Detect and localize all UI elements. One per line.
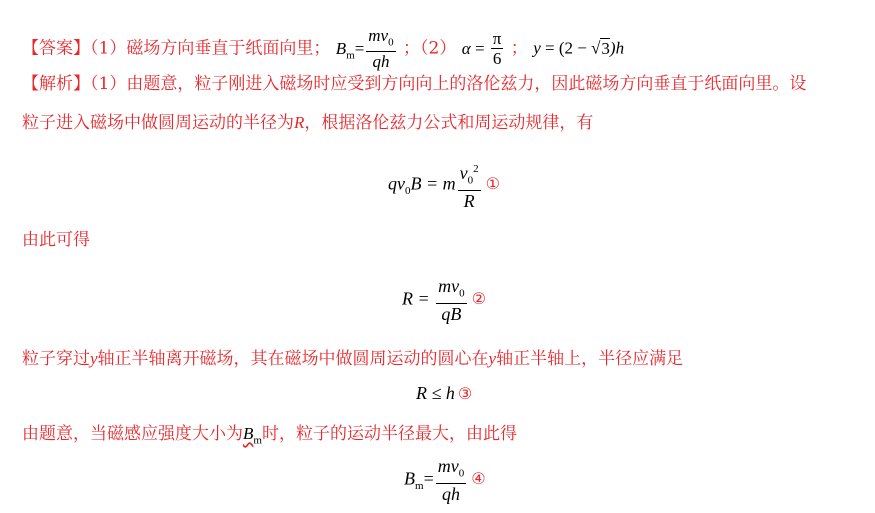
line5-Bsub: m — [253, 434, 262, 447]
y-expr-c: )h — [609, 38, 625, 58]
eq3-text: R ≤ h — [416, 383, 455, 403]
equation-4 — [404, 457, 486, 504]
line4-a: 粒子穿过 — [22, 349, 90, 369]
eq1-num-sub: 0 — [467, 174, 474, 187]
equation-1 — [388, 160, 500, 211]
eq1-num-sup: 2 — [473, 163, 479, 175]
line2-R: R — [294, 113, 305, 132]
line3-text: 由此可得 — [22, 230, 90, 250]
answer-part1-label: （1） — [90, 38, 127, 59]
y-var: y — [533, 38, 541, 58]
answer-line — [22, 27, 624, 72]
y-expr-b: = (2 − — [540, 38, 592, 58]
line4-y2: y — [488, 349, 497, 368]
line4-b: 轴正半轴离开磁场，其在磁场中做圆周运动的圆心在 — [97, 349, 489, 369]
equation-2 — [402, 277, 486, 324]
analysis-line-2 — [22, 111, 593, 135]
analysis-line-5 — [22, 422, 517, 452]
bm-num-sub: 0 — [388, 36, 394, 49]
analysis-line1-text: （1）由题意，粒子刚进入磁场时应受到方向向上的洛伦兹力，因此磁场方向垂直于纸面向里。设 — [90, 74, 807, 94]
eq1-num: v — [459, 163, 468, 183]
answer-y-formula: y = (2 − √3)h — [533, 38, 625, 58]
line4-c: 轴正半轴上，半径应满足 — [496, 349, 684, 369]
line5-B: B — [243, 424, 254, 443]
eq3-mark: ③ — [457, 384, 473, 403]
alpha-symbol: α — [461, 38, 471, 58]
bm-eq: = — [354, 38, 365, 58]
answer-alpha-formula — [461, 29, 506, 69]
eq2-num-sub: 0 — [459, 287, 465, 300]
eq2-mark: ② — [471, 289, 486, 309]
bm-sub: m — [346, 48, 355, 61]
eq4-den: qh — [441, 483, 460, 504]
answer-sep2: ； — [510, 38, 528, 59]
eq4-num: mv — [437, 456, 459, 476]
eq4-left: B — [404, 468, 415, 489]
analysis-line-4 — [22, 347, 683, 371]
eq1-fraction — [458, 160, 481, 211]
answer-sep1: ； — [403, 38, 421, 59]
analysis-line-1 — [22, 72, 806, 96]
eq1-mark: ① — [485, 174, 500, 194]
line5-a: 由题意，当磁感应强度大小为 — [22, 424, 243, 444]
alpha-fraction — [491, 30, 504, 69]
eq2-den: qB — [441, 303, 462, 324]
y-sqrt: 3 — [601, 38, 610, 58]
eq4-num-sub: 0 — [458, 467, 465, 480]
eq1-left-sub: 0 — [405, 185, 411, 198]
eq4-fraction — [436, 457, 467, 504]
line5-b: 时，粒子的运动半径最大，由此得 — [261, 424, 517, 444]
alpha-num: π — [492, 29, 502, 49]
bm-fraction — [366, 27, 395, 72]
answer-part2-label: （2） — [420, 38, 457, 59]
bm-symbol: B — [335, 38, 347, 58]
eq2-num: mv — [438, 276, 460, 296]
eq1-den: R — [463, 190, 475, 211]
eq4-mark: ④ — [471, 469, 486, 489]
eq4-left-sub: m — [415, 480, 424, 493]
line4-y1: y — [90, 349, 98, 368]
analysis-tag: 【解析】 — [22, 74, 90, 94]
answer-bm-formula — [335, 26, 398, 72]
line2-a: 粒子进入磁场中做圆周运动的半径为 — [22, 113, 294, 133]
alpha-eq: = — [470, 38, 489, 58]
bm-num: mv — [368, 26, 389, 45]
eq2-left: R = — [402, 288, 435, 309]
analysis-line-3 — [22, 228, 90, 252]
bm-den: qh — [372, 52, 390, 72]
answer-tag: 【答案】 — [22, 38, 90, 59]
equation-3 — [416, 383, 472, 404]
answer-part1-text: 磁场方向垂直于纸面向里； — [126, 38, 331, 59]
line2-b: ，根据洛伦兹力公式和周运动规律，有 — [304, 113, 594, 133]
eq1-left-b: B = m — [410, 173, 456, 194]
eq2-fraction — [436, 277, 467, 324]
alpha-den: 6 — [492, 49, 502, 69]
eq4-eq: = — [423, 468, 434, 489]
eq1-left: qv — [388, 173, 405, 194]
line5-Bm — [243, 424, 262, 447]
